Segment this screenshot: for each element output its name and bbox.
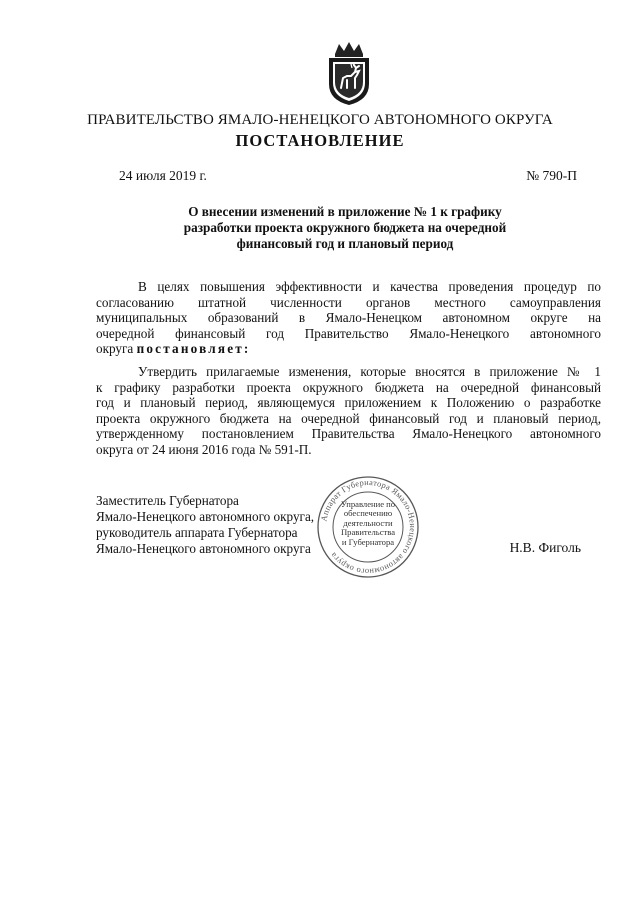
subject-line: О внесении изменений в приложение № 1 к графику xyxy=(188,204,502,219)
paragraph-line xyxy=(96,341,601,357)
paragraph-line: утвержденному постановлением Правительства Ямало-Ненецкого автономного xyxy=(96,426,601,441)
paragraph-line: согласованию штатной численности органов местного самоуправления xyxy=(96,294,601,310)
stamp-ring-text: Аппарат Губернатора Ямало-Ненецкого автономного округа xyxy=(319,477,418,577)
paragraph-line: год и плановый период, являющемуся приложением к Положению о разработке xyxy=(96,395,601,410)
signatory-position-line: Заместитель Губернатора xyxy=(96,493,239,508)
decree-word: постановляет: xyxy=(136,341,251,356)
document-date: 24 июля 2019 г. xyxy=(119,168,207,183)
stamp-center-text xyxy=(325,500,411,547)
coat-of-arms-icon xyxy=(321,42,377,106)
paragraph-line: к графику разработки проекта окружного бюджета на очередной финансовый xyxy=(96,379,601,395)
document-number: № 790-П xyxy=(526,168,577,183)
resolution-paragraph xyxy=(96,364,601,457)
document-subject xyxy=(140,204,550,252)
paragraph-line: проекта окружного бюджета на очередной финансовый год и плановый период, xyxy=(96,410,601,426)
paragraph-line: Утвердить прилагаемые изменения, которые вносятся в приложение № 1 xyxy=(138,364,601,379)
paragraph-line: муниципальных образований в Ямало-Ненецком автономном округе на xyxy=(96,310,601,325)
stamp-line: обеспечению xyxy=(343,508,393,519)
signatory-position-line: Ямало-Ненецкого автономного округа xyxy=(96,541,311,556)
paragraph-line: В целях повышения эффективности и качества проведения процедур по xyxy=(138,279,601,294)
subject-line: финансовый год и плановый период xyxy=(236,236,454,251)
signatory-position xyxy=(96,493,314,557)
stamp-line: Управление по xyxy=(340,499,396,509)
paragraph-line: очередной финансовый год Правительство Ямало-Ненецкого автономного xyxy=(96,325,601,341)
preamble-paragraph xyxy=(96,279,601,357)
stamp-line: Правительства xyxy=(340,527,396,538)
signatory-position-line: руководитель аппарата Губернатора xyxy=(96,525,298,540)
paragraph-line-prefix: округа xyxy=(96,341,134,356)
stamp-line: и Губернатора xyxy=(341,536,395,547)
document-type: ПОСТАНОВЛЕНИЕ xyxy=(235,131,405,150)
paragraph-line: округа от 24 июня 2016 года № 591-П. xyxy=(96,441,312,457)
signatory-position-line: Ямало-Ненецкого автономного округа, xyxy=(96,509,315,524)
signatory-name: Н.В. Фиголь xyxy=(509,540,581,555)
subject-line: разработки проекта окружного бюджета на очередной xyxy=(183,220,507,235)
stamp-line: деятельности xyxy=(343,517,393,528)
government-name: ПРАВИТЕЛЬСТВО ЯМАЛО-НЕНЕЦКОГО АВТОНОМНОГО ОКРУГА xyxy=(87,112,553,128)
